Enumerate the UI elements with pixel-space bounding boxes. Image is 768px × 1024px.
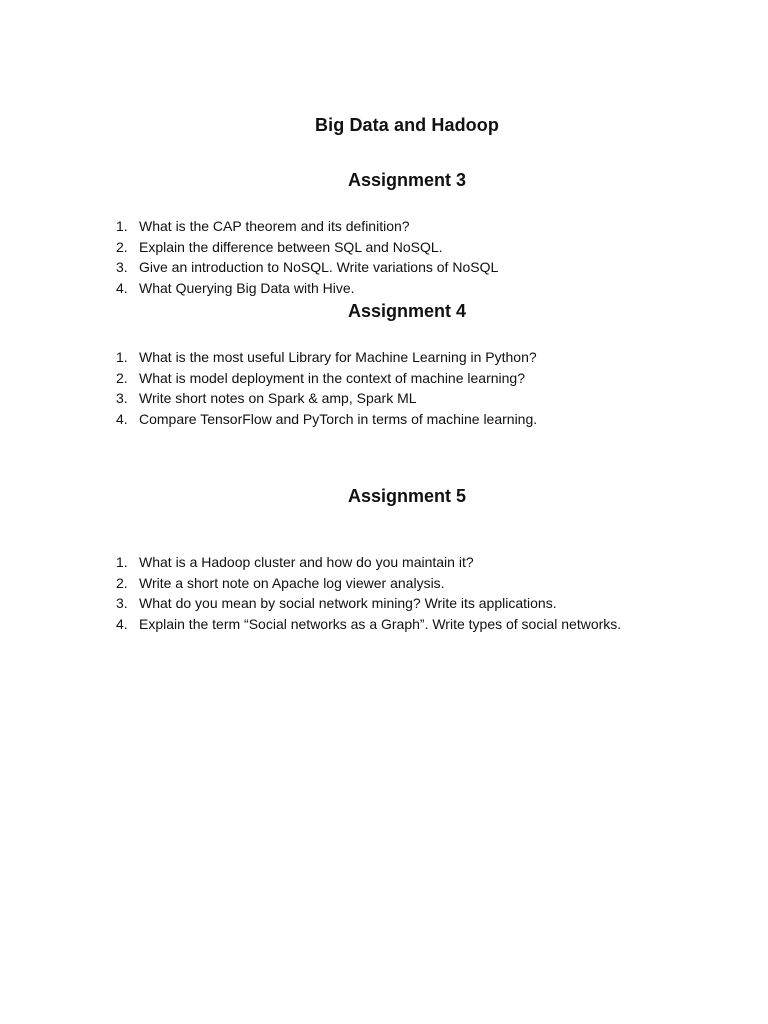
question-text: Write a short note on Apache log viewer analysis. [139,574,445,591]
question-number: 3. [116,390,128,407]
list-item [114,388,744,409]
question-text: What is a Hadoop cluster and how do you maintain it? [139,554,474,570]
assignment-5-heading: Assignment 5 [347,486,467,506]
question-text: What do you mean by social network mining? Write its applications. [139,595,557,612]
assignment-4-question-list [114,347,744,430]
list-item [114,257,744,278]
question-text: Compare TensorFlow and PyTorch in terms of machine learning. [139,411,538,428]
list-item [114,237,744,258]
list-item [114,368,744,389]
question-text: Write short notes on Spark & amp, Spark ML [139,390,417,407]
question-text: What is the most useful Library for Machine Learning in Python? [139,349,537,365]
question-number: 3. [116,259,128,276]
question-number: 1. [116,349,128,365]
question-number: 2. [116,238,128,255]
question-number: 4. [116,280,128,297]
question-number: 1. [116,218,128,234]
question-number: 3. [116,595,128,612]
question-text: Explain the term “Social networks as a Graph”. Write types of social networks. [139,616,622,633]
list-item [114,593,744,614]
question-text: What is model deployment in the context of machine learning? [139,369,525,386]
question-number: 2. [116,369,128,386]
question-number: 1. [116,554,128,570]
question-number: 4. [116,411,128,428]
assignment-3-question-list [114,216,744,299]
question-text: What is the CAP theorem and its definition? [139,218,410,234]
assignment-3-heading: Assignment 3 [347,170,467,190]
list-item [114,409,744,430]
question-number: 4. [116,616,128,633]
list-item [114,278,744,299]
question-text: Give an introduction to NoSQL. Write variations of NoSQL [139,259,499,276]
list-item [114,614,744,635]
question-text: Explain the difference between SQL and NoSQL. [139,238,443,255]
question-number: 2. [116,574,128,591]
list-item [114,573,744,594]
list-item [114,347,744,368]
assignment-5-question-list [114,552,744,635]
assignment-4-heading: Assignment 4 [347,301,467,321]
list-item [114,552,744,573]
page-title: Big Data and Hadoop [315,115,499,135]
question-text: What Querying Big Data with Hive. [139,280,355,297]
list-item [114,216,744,237]
